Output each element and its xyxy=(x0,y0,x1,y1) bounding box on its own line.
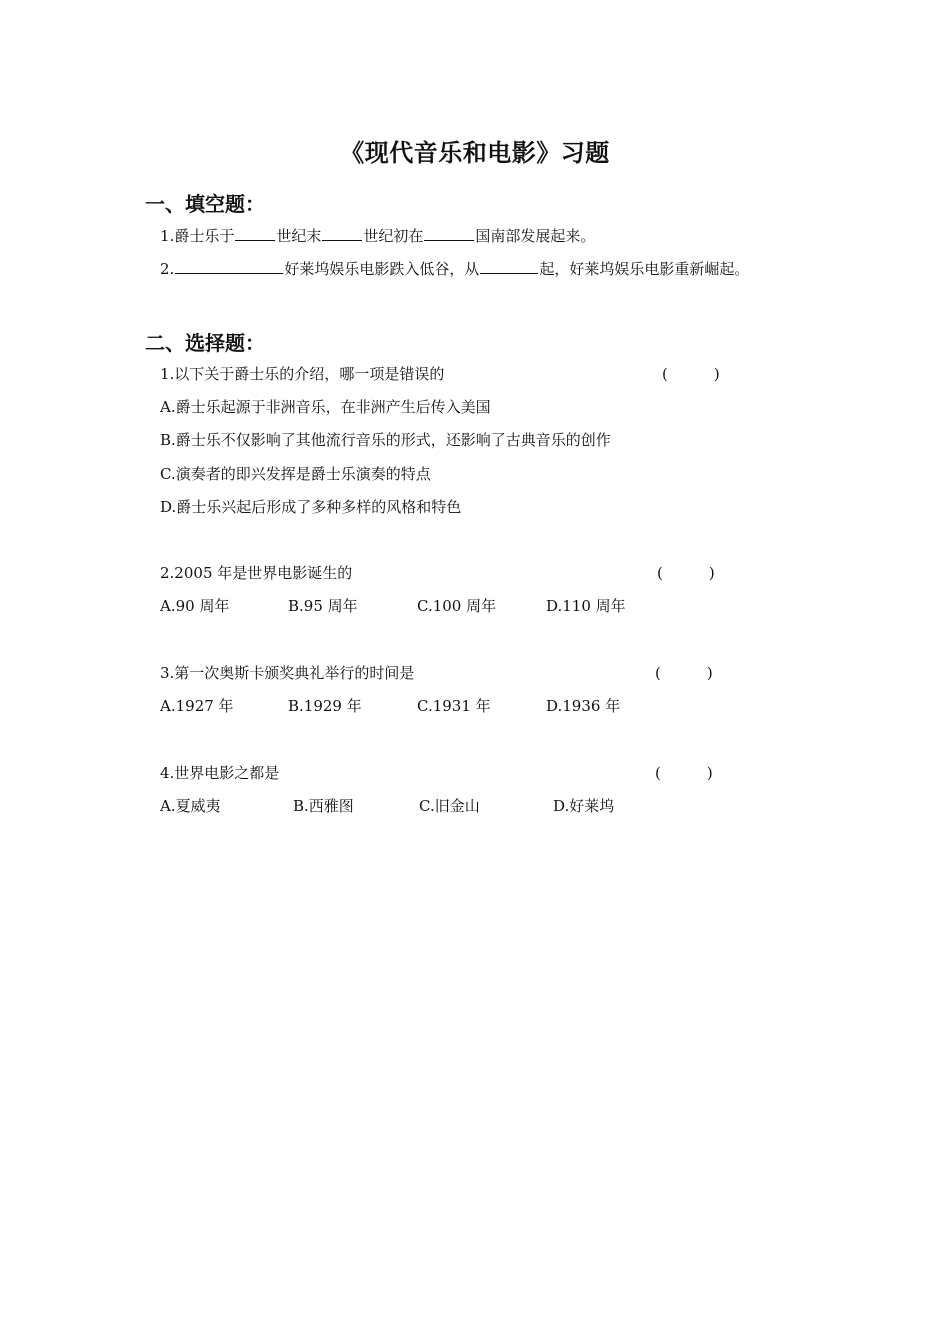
choice-option-b: B.95 周年 xyxy=(288,597,358,615)
page-title: 《现代音乐和电影》习题 xyxy=(340,139,610,167)
answer-parentheses[interactable] xyxy=(655,763,713,783)
answer-parentheses[interactable] xyxy=(657,563,715,583)
choice-question-4-stem: 4.世界电影之都是 xyxy=(160,764,280,782)
choice-question-2-stem: 2.2005 年是世界电影诞生的 xyxy=(160,564,353,582)
choice-option-c: C.演奏者的即兴发挥是爵士乐演奏的特点 xyxy=(160,465,431,483)
choice-option-b: B.1929 年 xyxy=(288,697,362,715)
paren-open: ( xyxy=(655,664,661,682)
choice-option-d: D.110 周年 xyxy=(546,597,626,615)
choice-question-1-stem: 1.以下关于爵士乐的介绍，哪一项是错误的 xyxy=(160,365,445,383)
answer-parentheses[interactable] xyxy=(655,663,713,683)
answer-blank[interactable] xyxy=(235,226,275,241)
answer-blank[interactable] xyxy=(322,226,362,241)
answer-blank[interactable] xyxy=(424,226,474,241)
fill-question-1 xyxy=(160,226,595,246)
paren-open: ( xyxy=(655,764,661,782)
choice-option-a: A.1927 年 xyxy=(160,697,234,715)
question-text: 国南部发展起来。 xyxy=(475,227,596,245)
paren-close: ) xyxy=(706,664,713,682)
answer-blank[interactable] xyxy=(480,259,538,274)
choice-option-b: B.爵士乐不仅影响了其他流行音乐的形式，还影响了古典音乐的创作 xyxy=(160,431,611,449)
question-number: 1. xyxy=(160,227,175,245)
answer-parentheses[interactable] xyxy=(662,364,720,384)
choice-option-c: C.旧金山 xyxy=(419,797,480,815)
section-heading-fill-blank: 一、填空题： xyxy=(145,192,265,216)
question-text: 好莱坞娱乐电影跌入低谷，从 xyxy=(284,260,480,278)
paren-close: ) xyxy=(713,365,720,383)
choice-option-a: A.爵士乐起源于非洲音乐，在非洲产生后传入美国 xyxy=(160,398,491,416)
paren-close: ) xyxy=(706,764,713,782)
choice-option-a: A.夏威夷 xyxy=(160,797,221,815)
question-text: 起，好莱坞娱乐电影重新崛起。 xyxy=(539,260,750,278)
paren-open: ( xyxy=(662,365,668,383)
choice-option-d: D.好莱坞 xyxy=(553,797,615,815)
choice-option-d: D.1936 年 xyxy=(546,697,621,715)
choice-option-c: C.100 周年 xyxy=(417,597,497,615)
answer-blank[interactable] xyxy=(175,259,283,274)
choice-option-d: D.爵士乐兴起后形成了多种多样的风格和特色 xyxy=(160,498,462,516)
question-text: 世纪末 xyxy=(276,227,322,245)
question-number: 2. xyxy=(160,260,175,278)
section-heading-multiple-choice: 二、选择题： xyxy=(145,331,265,355)
choice-option-b: B.西雅图 xyxy=(293,797,354,815)
choice-question-3-stem: 3.第一次奥斯卡颁奖典礼举行的时间是 xyxy=(160,664,415,682)
paren-close: ) xyxy=(708,564,715,582)
question-text: 世纪初在 xyxy=(363,227,424,245)
choice-option-a: A.90 周年 xyxy=(160,597,230,615)
fill-question-2 xyxy=(160,259,749,279)
choice-option-c: C.1931 年 xyxy=(417,697,491,715)
paren-open: ( xyxy=(657,564,663,582)
question-text: 爵士乐于 xyxy=(174,227,235,245)
